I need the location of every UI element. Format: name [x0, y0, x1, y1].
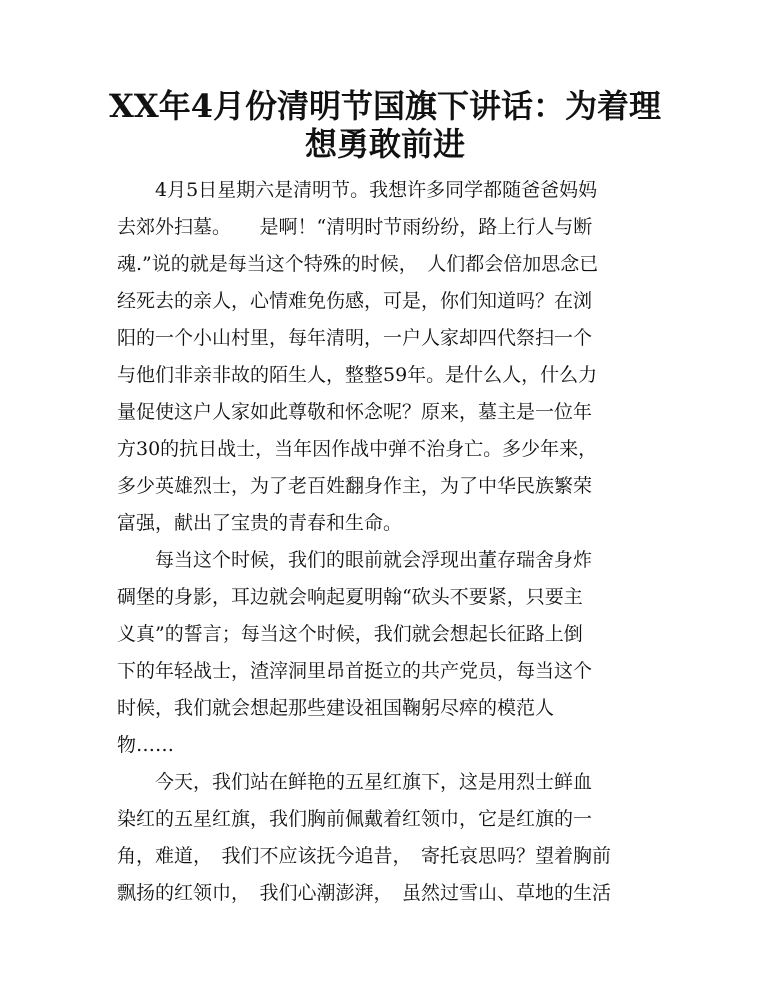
body-line: 阳的一个小山村里，每年清明，一户人家却四代祭扫一个 [117, 327, 593, 349]
body-line: 飘扬的红领巾， 我们心潮澎湃， 虽然过雪山、草地的生活 [117, 882, 612, 904]
body-line: 物…… [117, 734, 175, 756]
body-line: 魂.”说的就是每当这个特殊的时候， 人们都会倍加思念已 [117, 253, 599, 275]
body-line: 今天，我们站在鲜艳的五星红旗下，这是用烈士鲜血 [117, 771, 593, 793]
body-line: 下的年轻战士，渣滓洞里昂首挺立的共产党员，每当这个 [117, 660, 593, 682]
body-line: 量促使这户人家如此尊敬和怀念呢？原来，墓主是一位年 [117, 401, 593, 423]
body-line: 4月5日星期六是清明节。我想许多同学都随爸爸妈妈 [117, 179, 598, 201]
body-line: 去郊外扫墓。 是啊！“清明时节雨纷纷，路上行人与断 [117, 216, 593, 238]
body-line: 经死去的亲人，心情难免伤感，可是，你们知道吗？在浏 [117, 290, 593, 312]
body-line: 角，难道， 我们不应该抚今追昔， 寄托哀思吗？望着胸前 [117, 845, 612, 867]
body-line: 多少英雄烈士，为了老百姓翻身作主，为了中华民族繁荣 [117, 475, 593, 497]
document-title-line-1: XX年4月份清明节国旗下讲话：为着理 [109, 87, 661, 125]
body-line: 富强，献出了宝贵的青春和生命。 [117, 512, 403, 534]
body-line: 碉堡的身影，耳边就会响起夏明翰“砍头不要紧，只要主 [117, 586, 583, 608]
body-line: 每当这个时候，我们的眼前就会浮现出董存瑞舍身炸 [117, 549, 593, 571]
document-title-line-2: 想勇敢前进 [304, 125, 465, 163]
body-line: 时候，我们就会想起那些建设祖国鞠躬尽瘁的模范人 [117, 697, 555, 719]
body-line: 染红的五星红旗，我们胸前佩戴着红领巾，它是红旗的一 [117, 808, 593, 830]
body-line: 与他们非亲非故的陌生人，整整59年。是什么人，什么力 [117, 364, 598, 386]
body-line: 方30的抗日战士，当年因作战中弹不治身亡。多少年来， [117, 438, 598, 460]
body-line: 义真”的誓言；每当这个时候，我们就会想起长征路上倒 [117, 623, 583, 645]
